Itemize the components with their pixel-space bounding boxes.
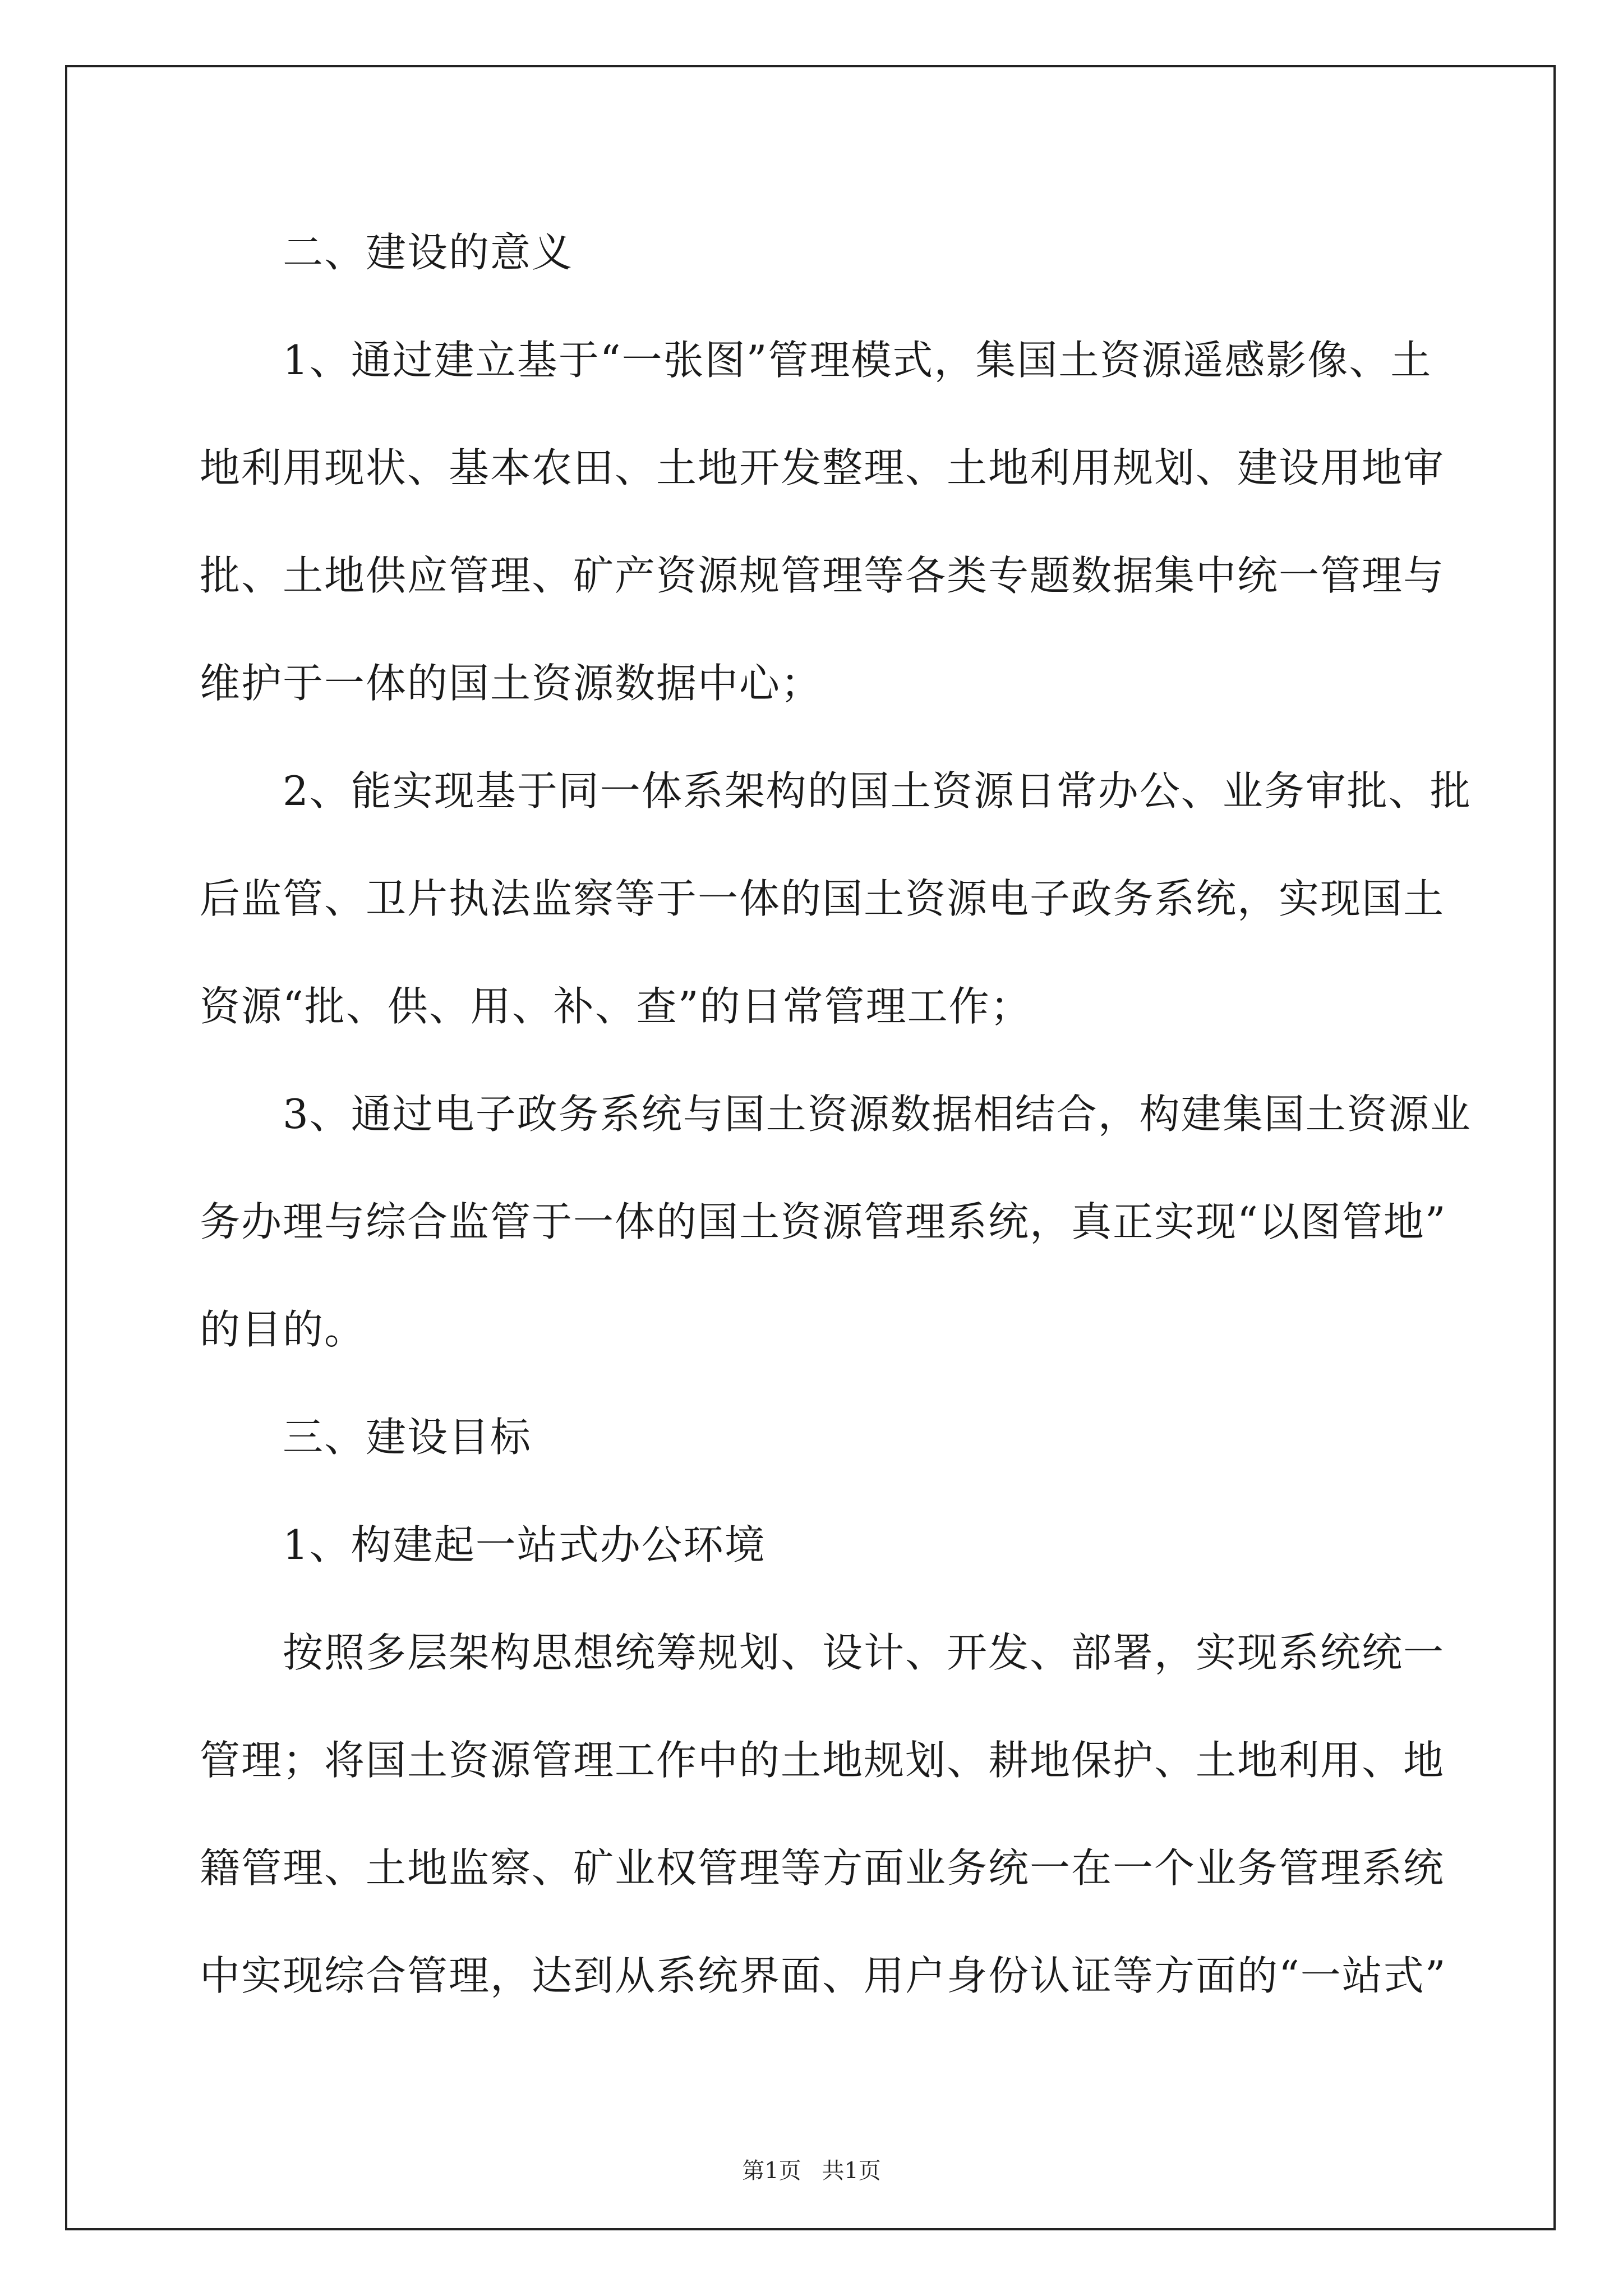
page-number: 第1页 <box>742 2158 801 2184</box>
paragraph-line: 的目的。 <box>200 1306 366 1353</box>
paragraph-line: 2、能实现基于同一体系架构的国土资源日常办公、业务审批、批 <box>283 767 1472 815</box>
paragraph-line: 3、通过电子政务系统与国土资源数据相结合，构建集国土资源业 <box>283 1091 1472 1138</box>
paragraph-line: 籍管理、土地监察、矿业权管理等方面业务统一在一个业务管理系统 <box>200 1844 1445 1892</box>
subsection-heading: 1、构建起一站式办公环境 <box>283 1521 766 1568</box>
paragraph-line: 管理；将国土资源管理工作中的土地规划、耕地保护、土地利用、地 <box>200 1737 1445 1784</box>
page-border <box>65 65 1556 2230</box>
paragraph-line: 维护于一体的国土资源数据中心； <box>200 660 823 707</box>
page-footer <box>0 2154 1623 2188</box>
page-total: 共1页 <box>822 2158 881 2184</box>
paragraph-line: 后监管、卫片执法监察等于一体的国土资源电子政务系统，实现国土 <box>200 875 1445 922</box>
section-heading: 二、建设的意义 <box>283 229 574 276</box>
paragraph-line: 资源“批、供、用、补、查”的日常管理工作； <box>200 983 1032 1030</box>
paragraph-line: 地利用现状、基本农田、土地开发整理、土地利用规划、建设用地审 <box>200 444 1445 491</box>
paragraph-line: 批、土地供应管理、矿产资源规管理等各类专题数据集中统一管理与 <box>200 552 1445 599</box>
paragraph-line: 1、通过建立基于“一张图”管理模式，集国土资源遥感影像、土 <box>283 337 1432 384</box>
paragraph-line: 务办理与综合监管于一体的国土资源管理系统，真正实现“以图管地” <box>200 1198 1447 1245</box>
paragraph-line: 按照多层架构思想统筹规划、设计、开发、部署，实现系统统一 <box>283 1629 1445 1676</box>
paragraph-line: 中实现综合管理，达到从系统界面、用户身份认证等方面的“一站式” <box>200 1952 1447 1999</box>
section-heading: 三、建设目标 <box>283 1414 532 1461</box>
